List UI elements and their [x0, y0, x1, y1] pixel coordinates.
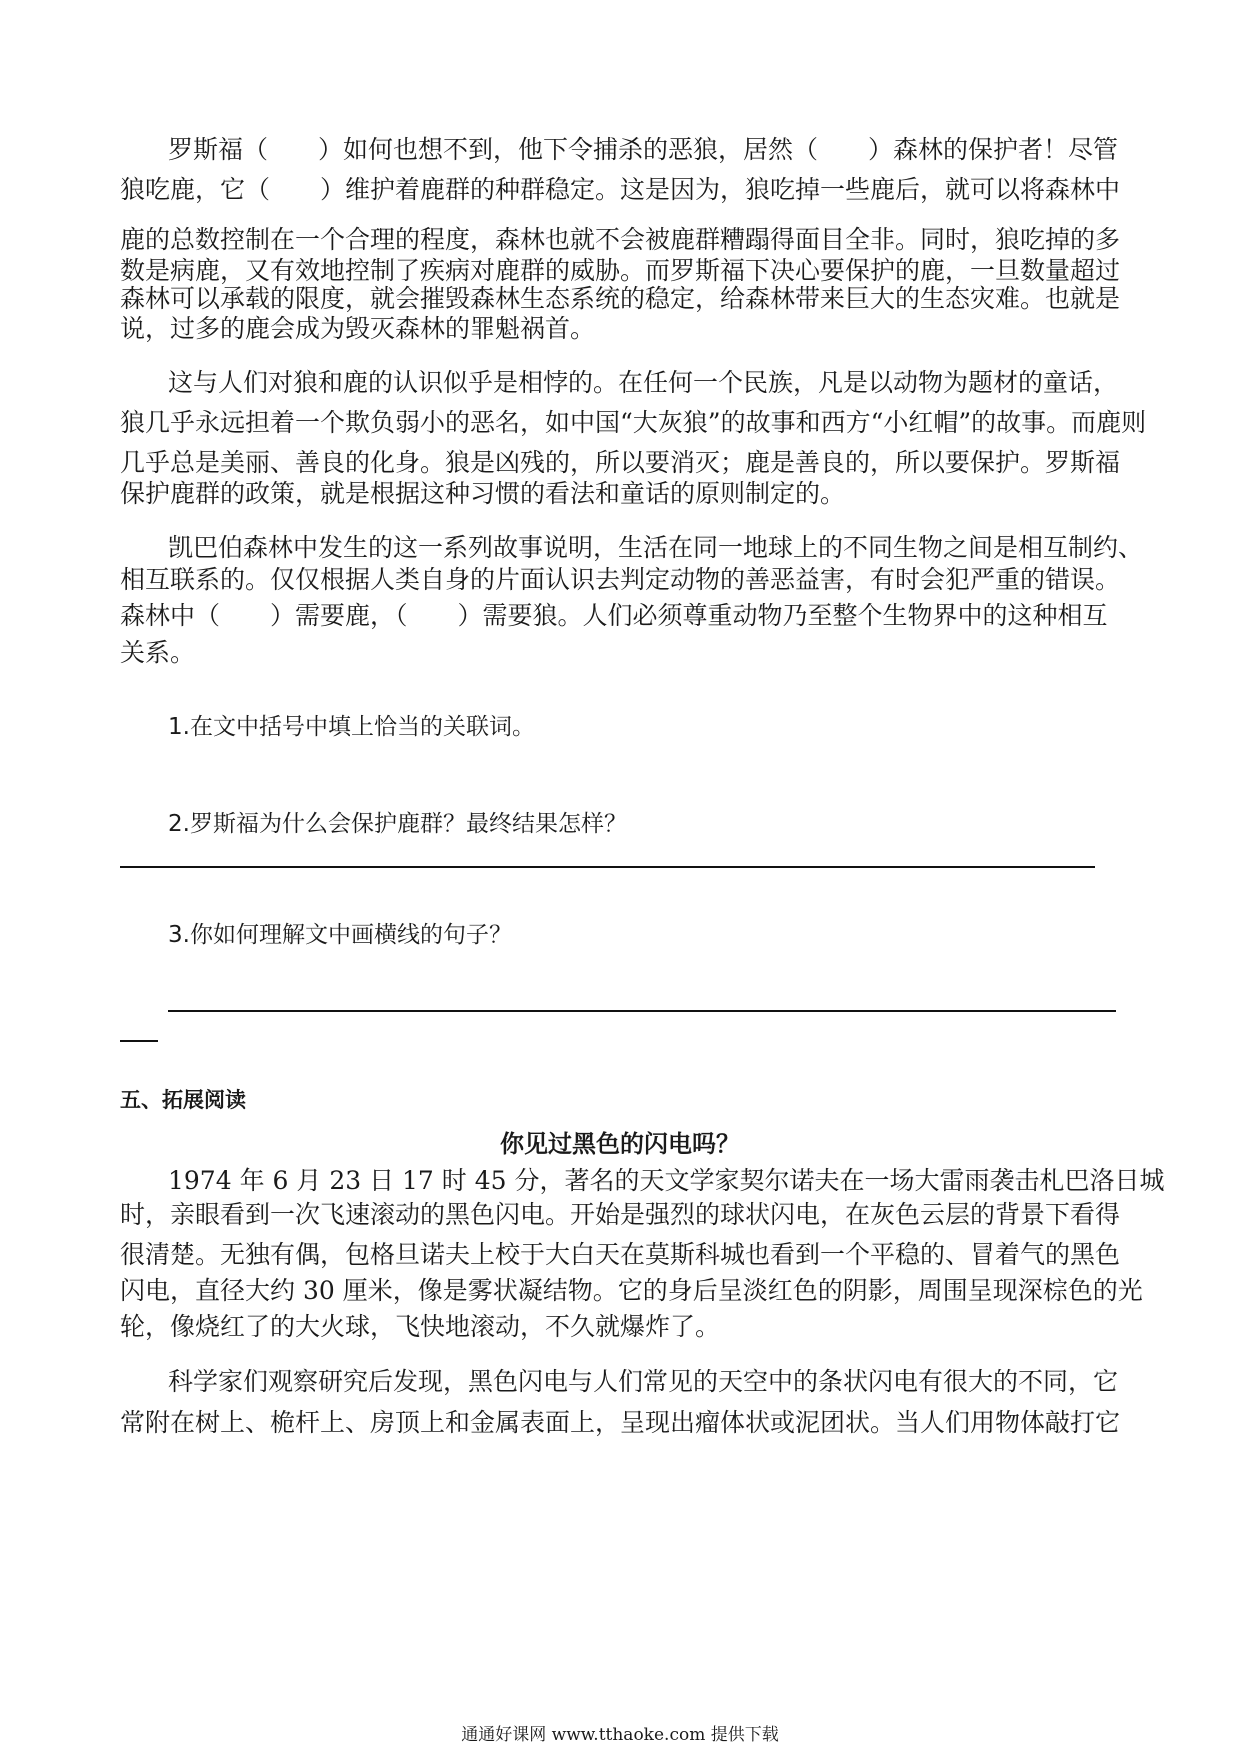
- answer-line-2: [120, 866, 1095, 868]
- passage-line: 凯巴伯森林中发生的这一系列故事说明，生活在同一地球上的不同生物之间是相互制约、: [168, 533, 1144, 562]
- passage-line: 森林可以承载的限度，就会摧毁森林生态系统的稳定，给森林带来巨大的生态灾难。也就是: [120, 284, 1121, 313]
- passage-line: 数是病鹿，又有效地控制了疾病对鹿群的威胁。而罗斯福下决心要保护的鹿，一旦数量超过: [120, 256, 1121, 285]
- article-line: 轮，像烧红了的大火球，飞快地滚动，不久就爆炸了。: [120, 1312, 721, 1341]
- passage-line: 相互联系的。仅仅根据人类自身的片面认识去判定动物的善恶益害，有时会犯严重的错误。: [120, 565, 1121, 594]
- passage-line: 森林中（ ）需要鹿，（ ）需要狼。人们必须尊重动物乃至整个生物界中的这种相互: [120, 601, 1108, 630]
- passage-line: 罗斯福（ ）如何也想不到，他下令捕杀的恶狼，居然（ ）森林的保护者！尽管: [168, 135, 1119, 164]
- passage-line: 这与人们对狼和鹿的认识似乎是相悖的。在任何一个民族，凡是以动物为题材的童话，: [168, 368, 1119, 397]
- section-heading: 五、拓展阅读: [120, 1087, 246, 1112]
- article-line: 时，亲眼看到一次飞速滚动的黑色闪电。开始是强烈的球状闪电，在灰色云层的背景下看得: [120, 1200, 1121, 1229]
- answer-line-3-tail: [120, 1040, 158, 1042]
- passage-line: 狼吃鹿，它（ ）维护着鹿群的种群稳定。这是因为，狼吃掉一些鹿后，就可以将森林中: [120, 175, 1121, 204]
- article-title: 你见过黑色的闪电吗？: [500, 1129, 740, 1158]
- answer-line-3: [168, 1010, 1116, 1012]
- article-line: 1974 年 6 月 23 日 17 时 45 分，著名的天文学家契尔诺夫在一场大雷雨袭击札巴洛日城: [168, 1166, 1165, 1195]
- article-line: 科学家们观察研究后发现，黑色闪电与人们常见的天空中的条状闪电有很大的不同，它: [168, 1367, 1119, 1396]
- passage-line: 鹿的总数控制在一个合理的程度，森林也就不会被鹿群糟蹋得面目全非。同时，狼吃掉的多: [120, 225, 1121, 254]
- passage-line: 关系。: [120, 638, 196, 667]
- passage-line: 狼几乎永远担着一个欺负弱小的恶名，如中国“大灰狼”的故事和西方“小红帽”的故事。而鹿则: [120, 408, 1147, 437]
- article-line: 很清楚。无独有偶，包格旦诺夫上校于大白天在莫斯科城也看到一个平稳的、冒着气的黑色: [120, 1240, 1121, 1269]
- passage-line: 说，过多的鹿会成为毁灭森林的罪魁祸首。: [120, 314, 596, 343]
- article-line: 常附在树上、桅杆上、房顶上和金属表面上，呈现出瘤体状或泥团状。当人们用物体敲打它: [120, 1408, 1121, 1437]
- article-line: 闪电，直径大约 30 厘米，像是雾状凝结物。它的身后呈淡红色的阴影，周围呈现深棕色的光: [120, 1276, 1143, 1305]
- passage-line: 几乎总是美丽、善良的化身。狼是凶残的，所以要消灭；鹿是善良的，所以要保护。罗斯福: [120, 448, 1121, 477]
- question-1: 1.在文中括号中填上恰当的关联词。: [168, 714, 535, 740]
- question-3: 3.你如何理解文中画横线的句子？: [168, 922, 512, 948]
- passage-line: 保护鹿群的政策，就是根据这种习惯的看法和童话的原则制定的。: [120, 479, 846, 508]
- page-footer: 通通好课网 www.tthaoke.com 提供下载: [461, 1725, 779, 1745]
- question-2: 2.罗斯福为什么会保护鹿群？最终结果怎样？: [168, 811, 627, 837]
